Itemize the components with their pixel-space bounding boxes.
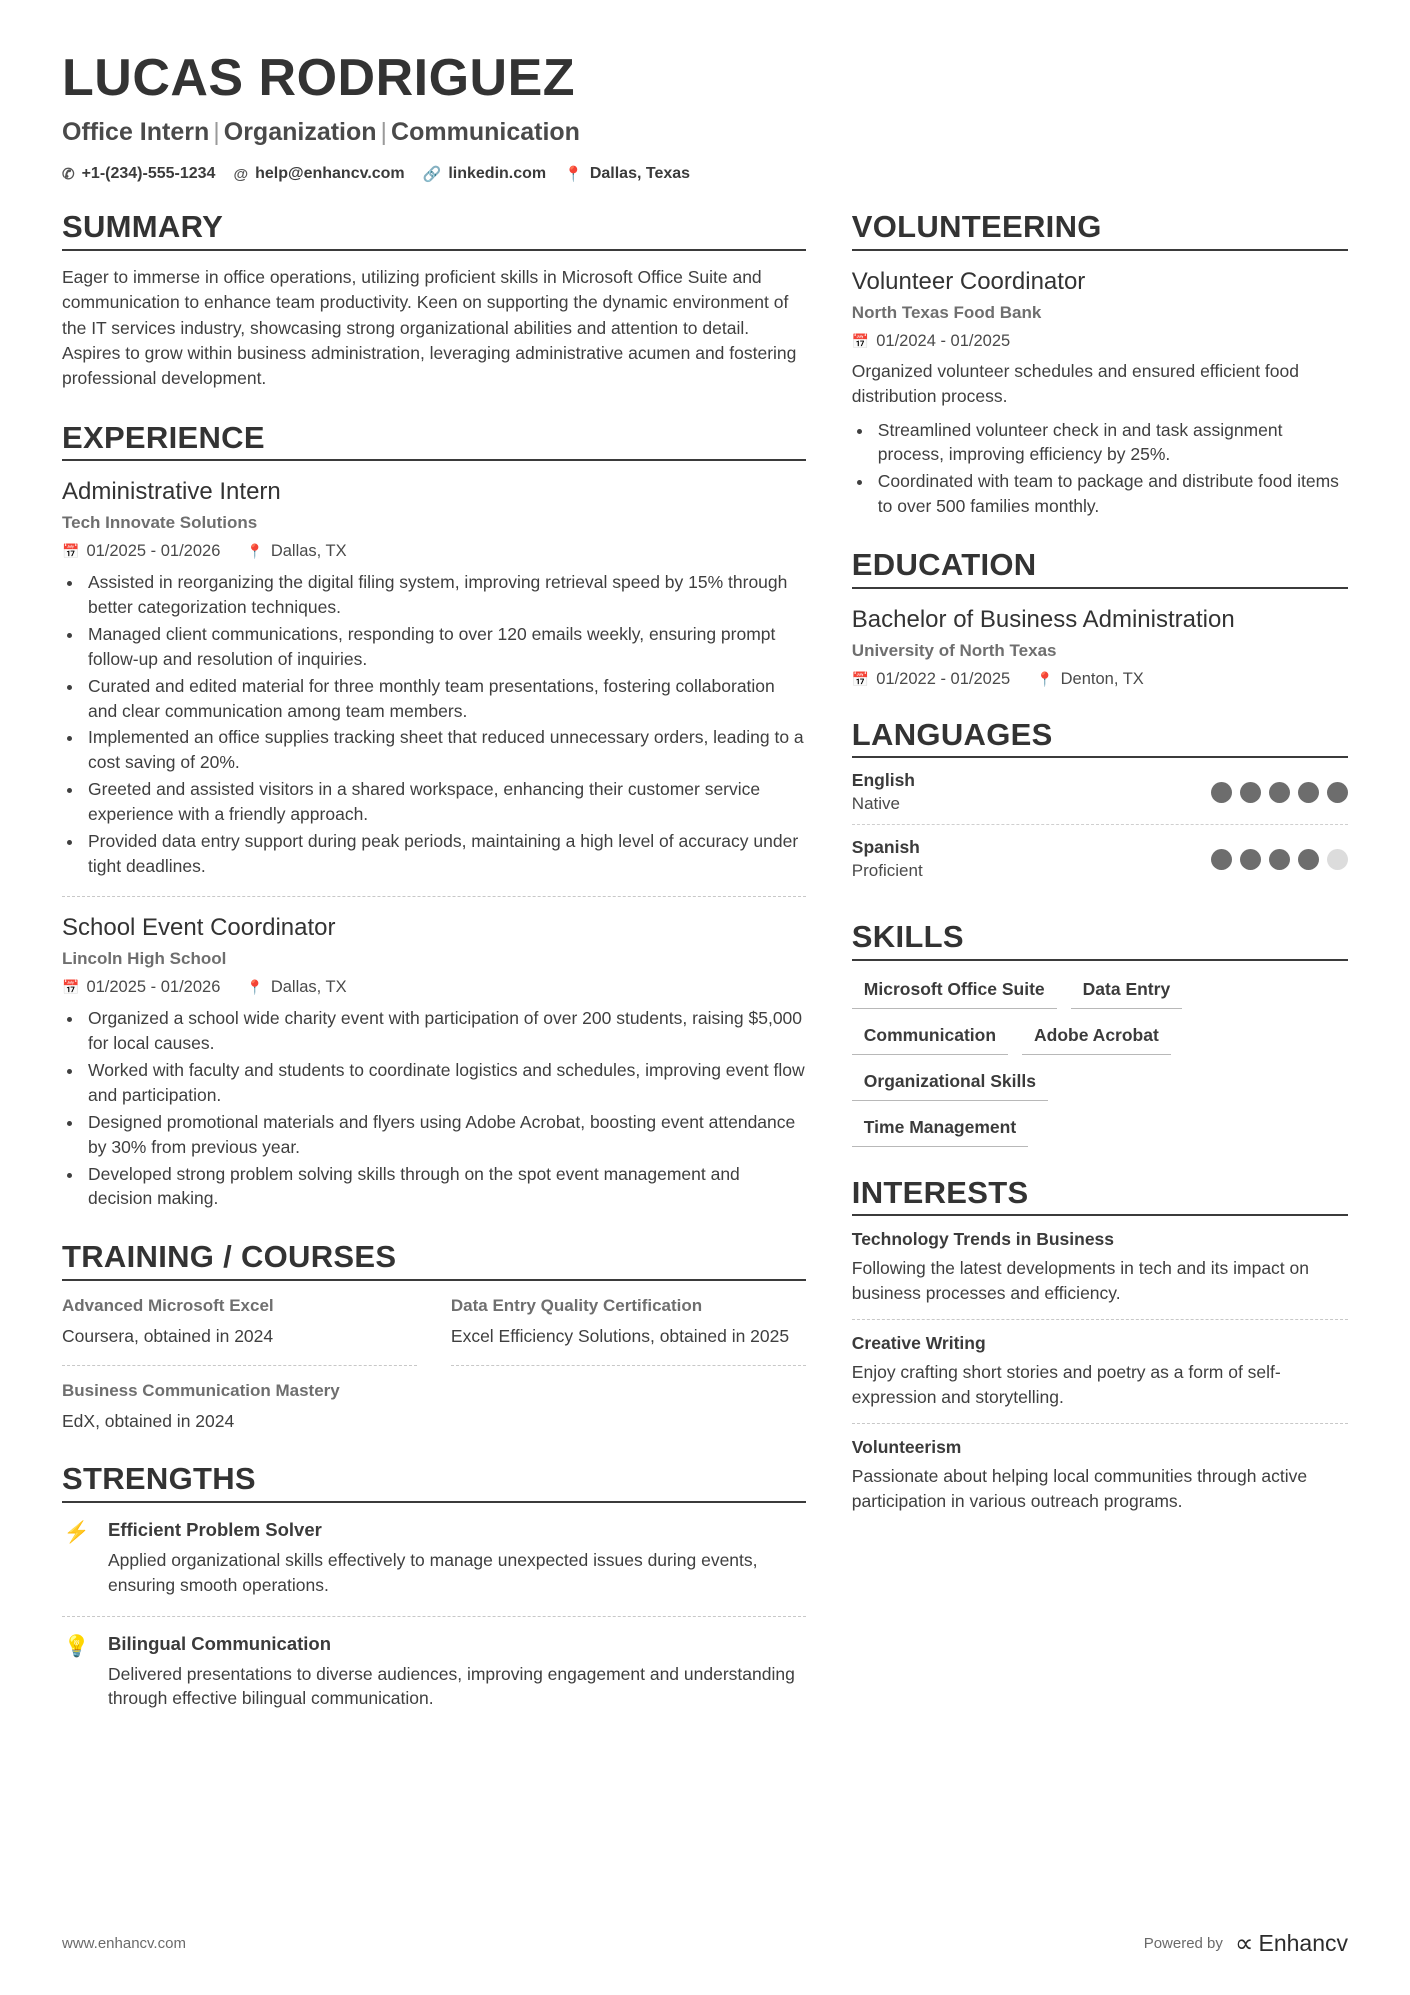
list-item: • Designed promotional materials and flyers using Adobe Acrobat, boosting event attendance by 30% from previous year. — [84, 1110, 806, 1160]
experience-bullets — [84, 570, 806, 878]
section-experience — [62, 420, 806, 1212]
language-level: Native — [851, 794, 900, 814]
languages-heading: LANGUAGES — [851, 716, 1053, 752]
strength-desc: Applied organizational skills effectively to manage unexpected issues during events, ensuring smooth operations. — [108, 1549, 758, 1595]
left-column — [62, 209, 806, 1711]
volunteering-bullets — [874, 418, 1348, 519]
headline-part-3: Communication — [391, 118, 580, 147]
experience-item — [62, 913, 806, 1211]
section-training — [62, 1239, 806, 1433]
education-heading: EDUCATION — [851, 546, 1037, 582]
experience-org: Lincoln High School — [62, 949, 227, 969]
phone-icon: ✆ — [62, 166, 75, 184]
skill-chip: Communication — [852, 1019, 1008, 1055]
section-summary — [62, 209, 806, 392]
experience-role: Administrative Intern — [62, 478, 281, 506]
rating-dot — [1298, 782, 1319, 803]
education-dates — [852, 670, 1010, 689]
entry-divider — [62, 896, 806, 897]
interest-item — [852, 1424, 1348, 1514]
calendar-icon: 📅 — [851, 332, 870, 349]
headline-separator: | — [380, 118, 388, 147]
experience-location — [246, 978, 346, 997]
training-item — [62, 1281, 417, 1349]
language-rating — [1211, 849, 1348, 870]
education-degree: Bachelor of Business Administration — [851, 605, 1235, 633]
list-item: • Developed strong problem solving skills through on the spot event management and decision making. — [84, 1162, 806, 1212]
page-footer — [62, 1928, 1348, 1959]
rating-dot — [1327, 782, 1348, 803]
skill-chip: Adobe Acrobat — [1022, 1019, 1171, 1055]
section-divider — [62, 1501, 806, 1503]
education-item — [852, 605, 1348, 689]
rating-dot — [1211, 849, 1232, 870]
section-divider — [62, 249, 806, 251]
list-item: • Greeted and assisted visitors in a shared workspace, enhancing their customer service experience with a friendly approach. — [84, 777, 806, 827]
language-name: Spanish — [851, 837, 920, 858]
list-item: • Managed client communications, responding to over 120 emails weekly, ensuring prompt follow-up and resolution of inquiries. — [84, 622, 806, 672]
section-skills — [852, 919, 1348, 1147]
contact-row — [62, 165, 1348, 183]
interest-title: Technology Trends in Business — [851, 1229, 1115, 1250]
strength-title: Efficient Problem Solver — [108, 1518, 322, 1540]
training-sub: EdX, obtained in 2024 — [62, 1410, 235, 1431]
location-icon: 📍 — [564, 166, 583, 184]
skills-list — [852, 973, 1348, 1147]
strength-item — [62, 1519, 806, 1598]
resume-columns — [62, 209, 1348, 1711]
contact-email-text: help@enhancv.com — [255, 165, 405, 183]
interest-title: Creative Writing — [851, 1333, 986, 1354]
interest-item — [852, 1216, 1348, 1306]
section-languages — [852, 717, 1348, 892]
education-school: University of North Texas — [851, 640, 1057, 660]
section-divider — [852, 249, 1348, 251]
language-name: English — [851, 770, 915, 791]
interest-desc: Following the latest developments in tech and its impact on business processes and efficiency. — [851, 1258, 1309, 1304]
calendar-icon: 📅 — [851, 670, 870, 687]
list-item: • Worked with faculty and students to coordinate logistics and schedules, improving event flow and participation. — [84, 1058, 806, 1108]
training-name: Business Communication Mastery — [62, 1380, 340, 1400]
interests-heading: INTERESTS — [851, 1174, 1029, 1210]
interest-item — [852, 1320, 1348, 1410]
enhancv-logo — [1235, 1928, 1348, 1959]
contact-location-text: Dallas, Texas — [589, 165, 691, 183]
interest-desc: Passionate about helping local communities through active participation in various outreach programs. — [851, 1465, 1308, 1511]
list-item: • Provided data entry support during peak periods, maintaining a high level of accuracy under tight deadlines. — [84, 829, 806, 879]
language-rating — [1211, 782, 1348, 803]
volunteering-desc: Organized volunteer schedules and ensured efficient food distribution process. — [851, 360, 1299, 406]
interest-desc: Enjoy crafting short stories and poetry as a form of self-expression and storytelling. — [851, 1362, 1281, 1407]
skill-chip: Time Management — [852, 1111, 1028, 1147]
language-item — [852, 758, 1348, 825]
summary-heading: SUMMARY — [62, 209, 224, 245]
headline-separator: | — [213, 118, 220, 147]
headline-part-1: Office Intern — [62, 118, 210, 147]
rating-dot-empty — [1327, 849, 1348, 870]
experience-location-text: Dallas, TX — [270, 542, 347, 561]
training-name: Advanced Microsoft Excel — [62, 1295, 274, 1315]
volunteering-meta — [852, 332, 1348, 351]
skills-heading: SKILLS — [851, 919, 964, 955]
strengths-heading: STRENGTHS — [62, 1461, 256, 1497]
skill-chip: Data Entry — [1071, 973, 1183, 1009]
language-item — [852, 825, 1348, 891]
contact-linkedin[interactable] — [423, 165, 546, 183]
section-divider — [62, 459, 806, 461]
logo-mark-icon: ∝ — [1234, 1928, 1251, 1958]
skills-row — [852, 1019, 1348, 1055]
calendar-icon: 📅 — [62, 979, 80, 996]
skills-row — [852, 973, 1348, 1009]
footer-branding — [1144, 1928, 1348, 1959]
education-location-text: Denton, TX — [1060, 669, 1144, 688]
link-icon: 🔗 — [422, 166, 442, 184]
experience-location-text: Dallas, TX — [270, 978, 347, 997]
volunteering-role: Volunteer Coordinator — [851, 267, 1086, 295]
experience-meta — [62, 542, 806, 561]
skill-chip: Organizational Skills — [852, 1065, 1048, 1101]
location-icon: 📍 — [246, 543, 264, 560]
list-item: • Organized a school wide charity event with participation of over 200 students, raising $5,000 for local causes. — [84, 1006, 806, 1056]
section-volunteering — [852, 209, 1348, 519]
location-icon: 📍 — [246, 979, 264, 996]
interest-title: Volunteerism — [851, 1436, 962, 1457]
headline-part-2: Organization — [223, 118, 377, 147]
right-column — [852, 209, 1348, 1711]
calendar-icon: 📅 — [62, 543, 80, 560]
experience-meta — [62, 978, 806, 997]
training-sub: Excel Efficiency Solutions, obtained in 2025 — [450, 1325, 790, 1346]
contact-linkedin-text: linkedin.com — [448, 165, 547, 183]
strength-item — [62, 1633, 806, 1712]
section-divider — [852, 959, 1348, 961]
lightning-bolt-icon: ⚡ — [63, 1520, 91, 1544]
powered-by-label: Powered by — [1143, 1935, 1223, 1952]
contact-location — [564, 165, 690, 183]
rating-dot — [1240, 782, 1261, 803]
experience-item — [62, 477, 806, 878]
volunteering-heading: VOLUNTEERING — [851, 209, 1102, 245]
headline — [62, 117, 1348, 147]
section-strengths — [62, 1461, 806, 1711]
list-item: • Coordinated with team to package and distribute food items to over 500 families monthly. — [874, 469, 1348, 519]
volunteering-item — [852, 267, 1348, 519]
language-level: Proficient — [851, 861, 923, 881]
experience-heading: EXPERIENCE — [62, 419, 265, 455]
email-icon: @ — [233, 165, 249, 183]
experience-bullets — [84, 1006, 806, 1211]
skill-chip: Microsoft Office Suite — [852, 973, 1057, 1009]
training-item — [62, 1366, 417, 1434]
rating-dot — [1240, 849, 1261, 870]
education-dates-text: 01/2022 - 01/2025 — [876, 669, 1011, 688]
section-education — [852, 547, 1348, 689]
education-meta — [852, 670, 1348, 689]
training-heading: TRAINING / COURSES — [62, 1239, 397, 1275]
experience-dates-text: 01/2025 - 01/2026 — [86, 978, 221, 997]
skills-row — [852, 1065, 1348, 1101]
section-divider — [852, 587, 1348, 589]
experience-role: School Event Coordinator — [62, 914, 336, 942]
rating-dot — [1269, 782, 1290, 803]
section-interests — [852, 1175, 1348, 1514]
contact-email[interactable] — [233, 165, 404, 183]
skills-row — [852, 1111, 1348, 1147]
rating-dot — [1269, 849, 1290, 870]
contact-phone — [62, 165, 215, 183]
contact-phone-text: +1-(234)-555-1234 — [81, 165, 216, 183]
volunteering-org: North Texas Food Bank — [851, 302, 1042, 322]
training-item — [451, 1281, 806, 1349]
education-location — [1036, 670, 1144, 689]
training-grid — [62, 1281, 806, 1433]
brand-name: Enhancv — [1258, 1930, 1348, 1956]
experience-dates — [62, 542, 220, 561]
experience-location — [246, 542, 346, 561]
list-item: • Assisted in reorganizing the digital filing system, improving retrieval speed by 15% through better categorization techniques. — [84, 570, 806, 620]
volunteering-dates-text: 01/2024 - 01/2025 — [876, 331, 1011, 350]
experience-org: Tech Innovate Solutions — [62, 513, 258, 533]
entry-divider — [62, 1616, 806, 1617]
volunteering-dates — [852, 332, 1010, 351]
experience-dates — [62, 978, 220, 997]
rating-dot — [1211, 782, 1232, 803]
list-item: • Curated and edited material for three monthly team presentations, fostering collaboration and clear communication among team members. — [84, 674, 806, 724]
strength-title: Bilingual Communication — [108, 1632, 332, 1654]
strength-desc: Delivered presentations to diverse audiences, improving engagement and understanding through effective bilingual communication. — [108, 1663, 795, 1709]
resume-header — [62, 50, 1348, 183]
training-name: Data Entry Quality Certification — [450, 1295, 703, 1315]
location-icon: 📍 — [1036, 670, 1054, 687]
lightbulb-icon: 💡 — [63, 1634, 91, 1658]
list-item: • Streamlined volunteer check in and task assignment process, improving efficiency by 25%. — [874, 418, 1348, 468]
footer-website[interactable]: www.enhancv.com — [62, 1935, 186, 1952]
summary-text: Eager to immerse in office operations, utilizing proficient skills in Microsoft Office Suite and communication to enhance team productivity. Keen on supporting the dynamic environment of the IT services industry, showcasing strong organizational abilities and attention to detail. Aspires to grow within business administration, leveraging administrative acumen and fostering professional development. — [62, 266, 797, 389]
experience-dates-text: 01/2025 - 01/2026 — [86, 542, 221, 561]
list-item: • Implemented an office supplies tracking sheet that reduced unnecessary orders, leading to a cost saving of 20%. — [84, 725, 806, 775]
training-sub: Coursera, obtained in 2024 — [62, 1325, 274, 1346]
page-title: LUCAS RODRIGUEZ — [62, 49, 576, 107]
rating-dot — [1298, 849, 1319, 870]
